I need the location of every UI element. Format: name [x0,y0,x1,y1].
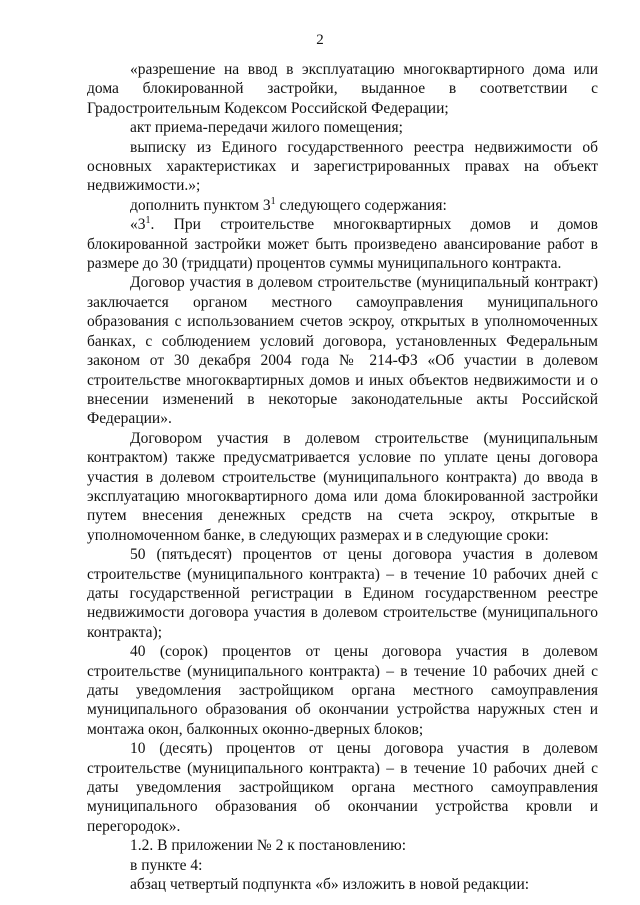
paragraph-transfer-act: акт приема-передачи жилого помещения; [130,119,403,137]
clause-number: «3 [130,216,146,234]
paragraph-add-clause-tail: следующего содержания: [275,196,447,214]
paragraph-clause-3-1 [87,215,598,273]
paragraph-payment-terms: Договором участия в долевом строительстве (муниципальным контрактом) также предусматривается условие по уплате цены договора участия в долевом строительстве (муниципального контракта) до ввода в эксплуатацию многоквартирного дома или дома блокированной застройки путем внесения денежных средств на счета эскроу, открытые в уполномоченном банке, в следующих размерах и в следующие сроки: [87,429,598,544]
page-number: 2 [316,32,324,48]
paragraph-add-clause [87,196,598,215]
paragraph-payment-50: 50 (пятьдесят) процентов от цены договора участия в долевом строительстве (муниципального контракта) – в течение 10 рабочих дней с даты государственной регистрации в Едином государственном реестре недвижимости договора участия в долевом строительстве (муниципального контракта); [87,546,598,641]
paragraph-registry-extract: выписку из Единого государственного реестра недвижимости об основных характеристиках и зарегистрированных правах на объект недвижимости.»; [87,138,598,195]
paragraph-item-4: в пункте 4: [130,856,203,874]
paragraph-contract-escrow: Договор участия в долевом строительстве (муниципальный контракт) заключается органом местного самоуправления муниципального образования с использованием счетов эскроу, открытых в уполномоченных банках, с соблюдением условий договора, установленных Федеральным законом от 30 декабря 2004 года № 214-ФЗ «Об участии в долевом строительстве многоквартирных домов и иных объектов недвижимости и о внесении изменений в некоторые законодательные акты Российской Федерации». [87,274,598,428]
paragraph-permit: «разрешение на ввод в эксплуатацию многоквартирного дома или дома блокированной застройки, выданное в соответствии с Градостроительным Кодексом Российской Федерации; [87,61,598,117]
paragraph-add-clause-text: дополнить пунктом 3 [130,196,271,214]
clause-text: . При строительстве многоквартирных домов и домов блокированной застройки может быть произведено авансирование работ в размере до 30 (тридцати) процентов суммы муниципального контракта. [87,216,598,273]
superscript-marker: 1 [145,215,151,227]
paragraph-payment-10: 10 (десять) процентов от цены договора участия в долевом строительстве (муниципального контракта) – в течение 10 рабочих дней с даты уведомления застройщиком органа местного самоуправления муниципального образования об окончании устройства кровли и перегородок». [87,740,598,835]
superscript-marker: 1 [270,195,276,207]
paragraph-subitem-b: абзац четвертый подпункта «б» изложить в новой редакции: [130,876,530,894]
paragraph-payment-40: 40 (сорок) процентов от цены договора участия в долевом строительстве (муниципального контракта) – в течение 10 рабочих дней с даты уведомления застройщиком органа местного самоуправления муниципального образования об окончании устройства наружных стен и монтажа окон, балконных оконно-дверных блоков; [87,643,598,738]
paragraph-appendix-2: 1.2. В приложении № 2 к постановлению: [130,837,407,855]
document-body [87,60,598,894]
